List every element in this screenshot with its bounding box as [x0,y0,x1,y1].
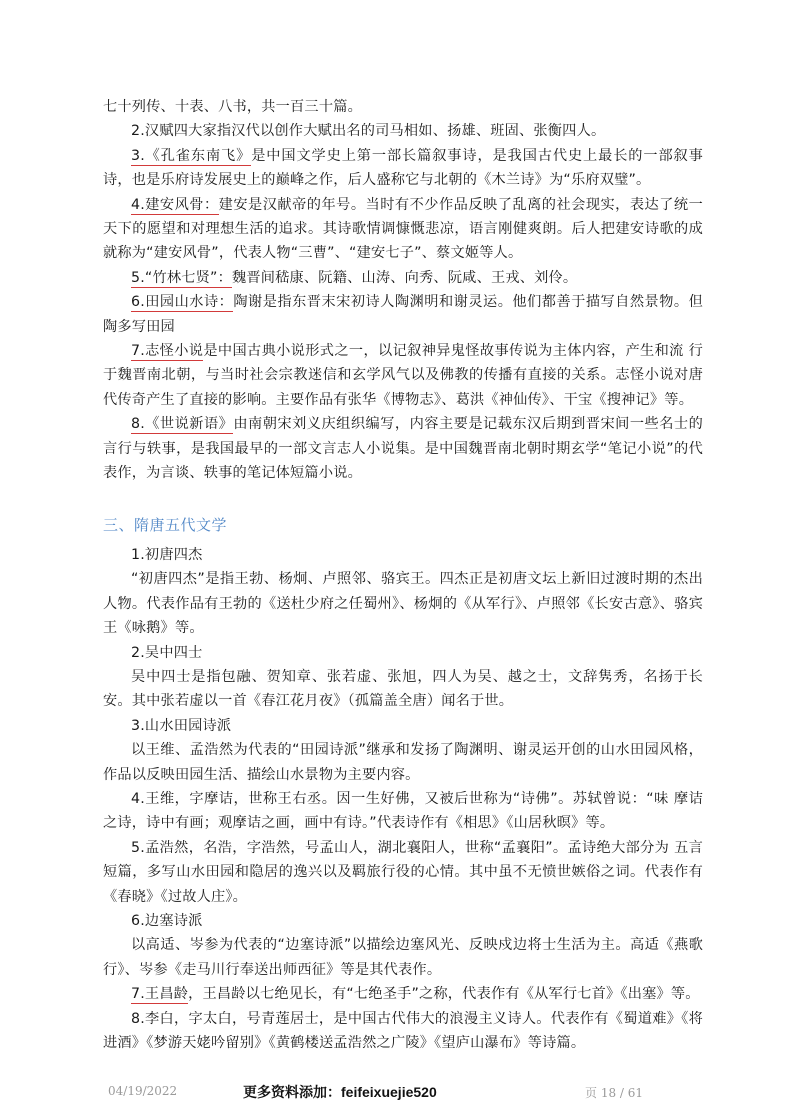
paragraph [103,290,703,339]
term-underlined: 7.王昌龄 [131,986,189,1003]
footer-date: 04/19/2022 [108,1084,178,1098]
paragraph: 七十列传、十表、八书，共一百三十篇。 [103,99,362,115]
section-title: 三、隋唐五代文学 [103,515,228,534]
paragraph [103,266,703,290]
paragraph: 2.汉赋四大家指汉代以创作大赋出名的司马相如、扬雄、班固、张衡四人。 [131,123,606,140]
paragraph-body: 是中国文学史上第一部长篇叙事诗，是我国古代史上最长的一部叙事诗，也是乐府诗发展史上的巅峰之作，后人盛称它与北朝的《木兰诗》为“乐府双璧”。 [103,147,703,189]
footer-contact [243,1082,437,1102]
subheading: 1.初唐四杰 [131,546,203,563]
paragraph-body: 陶谢是指东晋末宋初诗人陶渊明和谢灵运。他们都善于描写自然景物。但陶多写田园 [103,294,704,335]
footer-contact-label: 更多资料添加： [243,1085,341,1101]
term-underlined: 6.田园山水诗： [131,294,234,311]
term-underlined: 8.《世说新语》 [131,416,234,433]
paragraph [103,982,703,1006]
paragraph: 5.孟浩然，名浩，字浩然，号孟山人，湖北襄阳人，世称“孟襄阳”。孟诗绝大部分为 五言短篇，多写山水田园和隐居的逸兴以及羁旅行役的心情。其中虽不无愤世嫉俗之词。代表作有《春晓》《过故人庄》。 [103,839,703,905]
term-underlined: 7.志怪小说 [131,343,204,360]
paragraph: “初唐四杰”是指王勃、杨炯、卢照邻、骆宾王。四杰正是初唐文坛上新旧过渡时期的杰出人物。代表作品有王勃的《送杜少府之任蜀州》、杨炯的《从军行》、卢照邻《长安古意》、骆宾王《咏鹅》等。 [103,571,703,637]
paragraph-body: 建安是汉献帝的年号。当时有不少作品反映了乱离的社会现实，表达了统一天下的愿望和对理想生活的追求。其诗歌情调慷慨悲凉，语言刚健爽朗。后人把建安诗歌的成就称为“建安风骨”，代表人物“三曹”、“建安七子”、蔡文姬等人。 [103,196,704,262]
page-footer [0,1082,800,1106]
paragraph: 以高适、岑参为代表的“边塞诗派”以描绘边塞风光、反映戍边将士生活为主。高适《燕歌行》、岑参《走马川行奉送出师西征》等是其代表作。 [103,937,703,978]
paragraph-body: ，王昌龄以七绝见长，有“七绝圣手”之称，代表作有《从军行七首》《出塞》等。 [188,986,700,1003]
paragraph [103,412,703,485]
paragraph: 以王维、孟浩然为代表的“田园诗派”继承和发扬了陶渊明、谢灵运开创的山水田园风格，作品以反映田园生活、描绘山水景物为主要内容。 [103,742,703,783]
page-content [103,95,703,1055]
paragraph-body: 魏晋间嵇康、阮籍、山涛、向秀、阮咸、王戎、刘伶。 [231,269,578,286]
paragraph: 吴中四士是指包融、贺知章、张若虚、张旭，四人为吴、越之士，文辞隽秀，名扬于长安。其中张若虚以一首《春江花月夜》（孤篇盖全唐）闻名于世。 [103,668,703,710]
term-underlined: 3.《孔雀东南飞》 [131,147,252,164]
subheading: 3.山水田园诗派 [131,717,232,734]
footer-wechat-id: feifeixuejie520 [341,1084,437,1100]
paragraph [103,193,703,266]
paragraph: 8.李白，字太白，号青莲居士，是中国古代伟大的浪漫主义诗人。代表作有《蜀道难》《将进酒》《梦游天姥吟留别》《黄鹤楼送孟浩然之广陵》《望庐山瀑布》等诗篇。 [103,1010,703,1052]
paragraph-body: 是中国古典小说形式之一，以记叙神异鬼怪故事传说为主体内容，产生和流 行于魏晋南北朝，与当时社会宗教迷信和玄学风气以及佛教的传播有直接的关系。志怪小说对唐代传奇产生了直接的影响。主要作品有张华《博物志》、葛洪《神仙传》、干宝《搜神记》等。 [103,343,703,408]
paragraph: 4.王维，字摩诘，世称王右丞。因一生好佛，又被后世称为“诗佛”。苏轼曾说：“味 摩诘之诗，诗中有画；观摩诘之画，画中有诗。”代表诗作有《相思》《山居秋暝》等。 [103,790,703,832]
subheading: 6.边塞诗派 [131,913,203,929]
subheading: 2.吴中四士 [131,644,203,661]
paragraph [103,339,703,412]
term-underlined: 5.“竹林七贤”： [131,269,232,286]
term-underlined: 4.建安风骨： [131,196,219,213]
footer-page-number: 页 18 / 61 [585,1086,644,1100]
paragraph-body: 由南朝宋刘义庆组织编写，内容主要是记载东汉后期到晋宋间一些名士的言行与轶事，是我国最早的一部文言志人小说集。是中国魏晋南北朝时期玄学“笔记小说”的代表作，为言谈、轶事的笔记体短篇小说。 [103,416,704,482]
paragraph [103,144,703,193]
